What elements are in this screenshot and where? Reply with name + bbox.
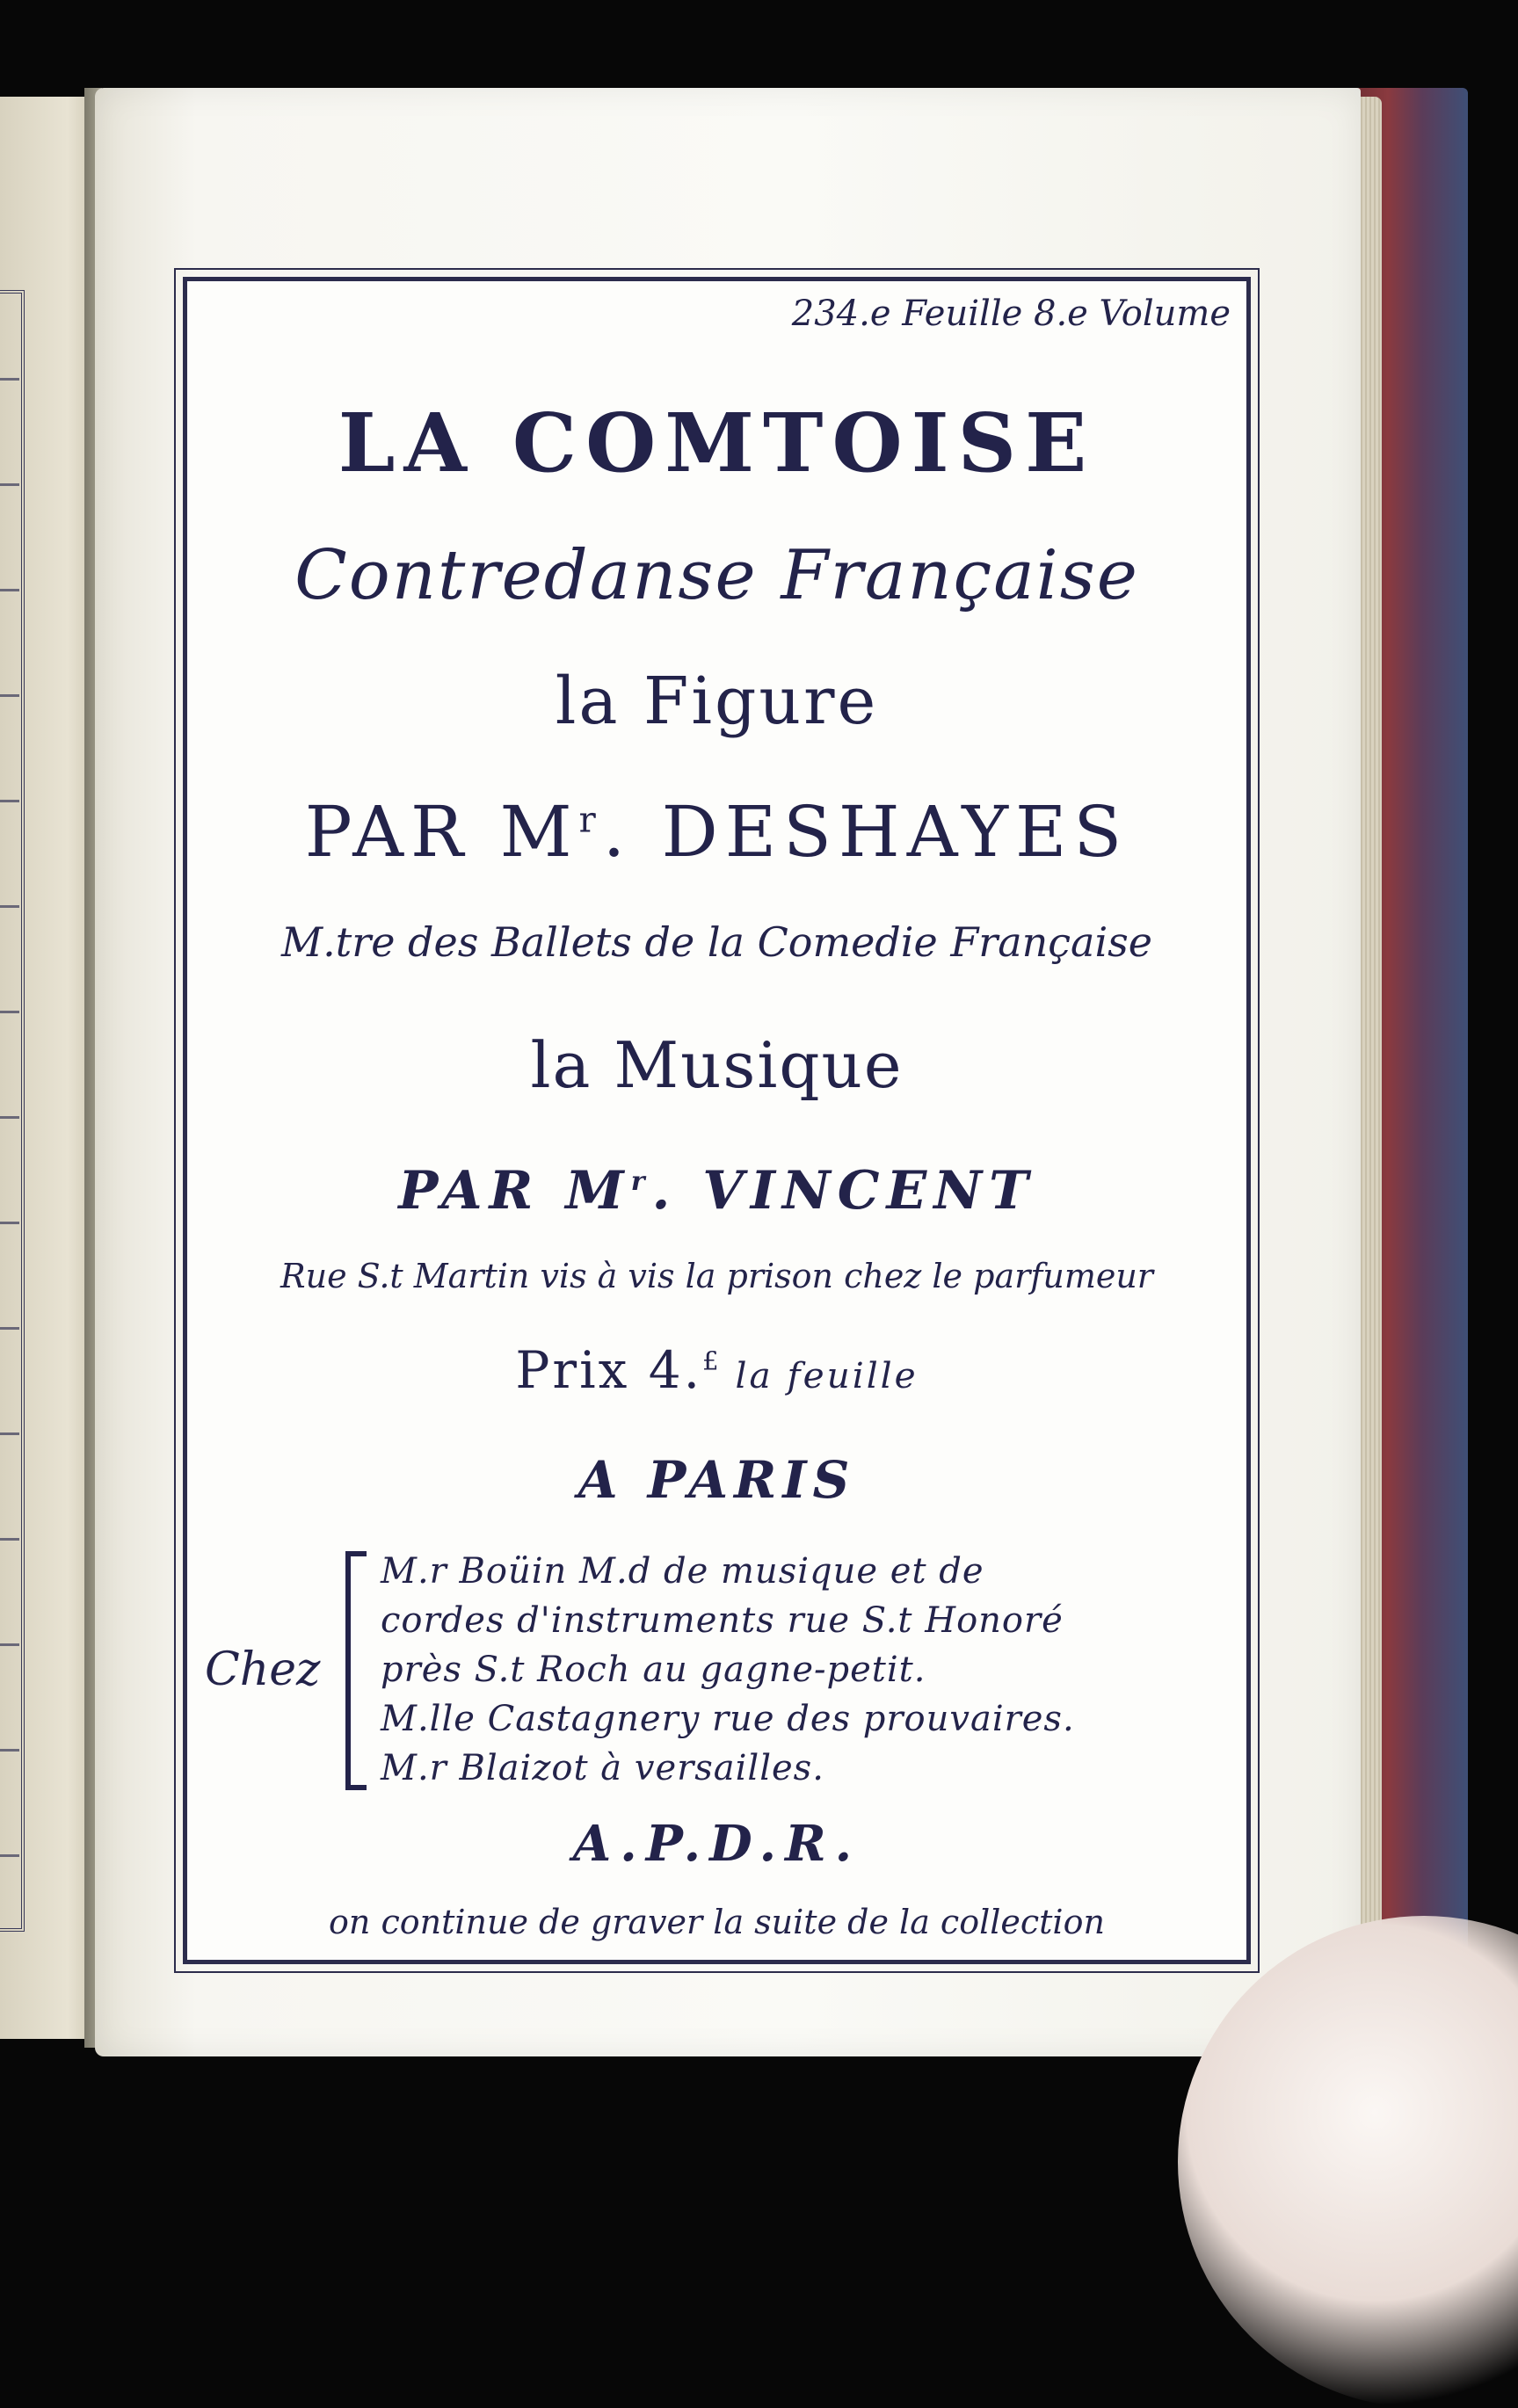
engraved-title-plate [183, 277, 1251, 1964]
left-page-music-staves [0, 325, 19, 1889]
seller-line: M.lle Castagnery rue des prouvaires. [381, 1699, 1075, 1739]
footer-note: on continue de graver la suite de la collection [329, 1903, 1105, 1941]
composer-name: . VINCENT [651, 1160, 1035, 1222]
sellers-block [205, 1547, 1238, 1788]
sheet-number: 234.e Feuille 8.e Volume [791, 294, 1231, 334]
sellers-bracket [345, 1551, 367, 1790]
price-pre: Prix 4. [515, 1340, 703, 1400]
left-page [0, 97, 97, 2039]
music-label: la Musique [530, 1028, 904, 1102]
seller-line: près S.t Roch au gagne-petit. [381, 1650, 926, 1690]
composer-pre: PAR M [398, 1160, 631, 1222]
price-post: la feuille [721, 1354, 919, 1396]
chez-label: Chez [205, 1643, 321, 1696]
composer-credit [187, 1160, 1246, 1222]
figure-label: la Figure [555, 664, 879, 739]
privilege-mark: A.P.D.R. [572, 1815, 861, 1873]
seller-line: cordes d'instruments rue S.t Honoré [381, 1600, 1064, 1641]
choreographer-name: . DESHAYES [602, 791, 1129, 873]
seller-line: M.r Blaizot à versailles. [381, 1748, 824, 1788]
composer-sup: r [630, 1166, 652, 1197]
choreographer-pre: PAR M [304, 791, 579, 873]
composer-address: Rue S.t Martin vis à vis la prison chez le parfumeur [280, 1257, 1153, 1295]
price [187, 1340, 1246, 1400]
choreographer-role: M.tre des Ballets de la Comedie Française [281, 918, 1152, 966]
choreographer-sup: r [578, 800, 603, 841]
right-page [95, 88, 1361, 2056]
subtitle: Contredanse Française [294, 536, 1139, 615]
seller-line: M.r Boüin M.d de musique et de [381, 1551, 984, 1592]
sellers-list [381, 1547, 1075, 1793]
price-sup: £ [702, 1345, 722, 1376]
city: A PARIS [577, 1450, 856, 1510]
choreographer-credit [187, 791, 1246, 873]
title: LA COMTOISE [338, 395, 1096, 490]
